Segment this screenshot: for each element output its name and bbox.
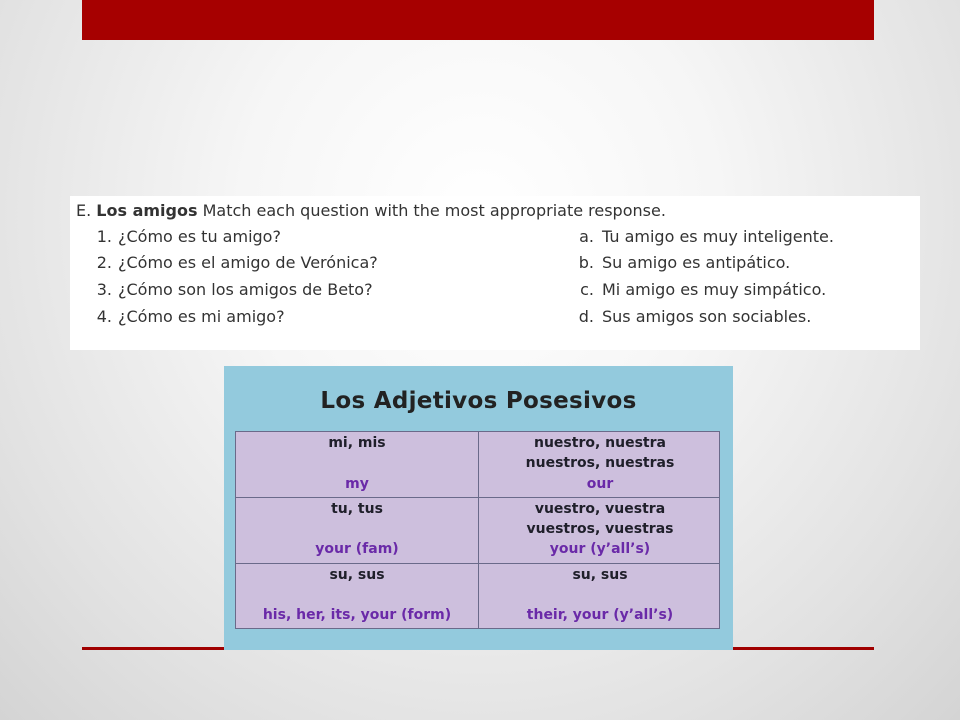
- exercise-panel: [70, 196, 920, 350]
- question-text: ¿Cómo es mi amigo?: [118, 307, 285, 326]
- cell-meaning: our: [586, 476, 614, 492]
- question-item: [88, 253, 378, 272]
- cell-forms: mi, mis: [328, 435, 386, 451]
- question-item: [88, 280, 373, 299]
- cell-meaning: his, her, its, your (form): [262, 607, 452, 623]
- card-title: Los Adjetivos Posesivos: [320, 388, 637, 414]
- answer-text: Tu amigo es muy inteligente.: [602, 227, 834, 246]
- cell-meaning: their, your (y’all’s): [526, 607, 674, 623]
- possessive-adjectives-card: [224, 366, 733, 650]
- cell-forms: tu, tus: [331, 501, 383, 517]
- answer-letter: d.: [578, 307, 594, 326]
- exercise-instruction: Match each question with the most appropriate response.: [202, 201, 666, 220]
- possessives-table: [235, 431, 720, 629]
- cell-forms: nuestros, nuestras: [525, 455, 675, 471]
- answer-text: Mi amigo es muy simpático.: [602, 280, 827, 299]
- exercise-letter: E.: [76, 201, 92, 220]
- cell-forms: vuestro, vuestra: [534, 501, 666, 517]
- slide-top-accent-bar: [82, 0, 874, 40]
- answer-item: [574, 280, 826, 299]
- answer-text: Su amigo es antipático.: [602, 253, 791, 272]
- exercise-title: Los amigos: [96, 201, 198, 220]
- cell-meaning: your (y’all’s): [549, 541, 651, 557]
- answer-item: [574, 227, 834, 246]
- cell-meaning: your (fam): [315, 541, 399, 557]
- table-cell-plural-second-person: [479, 498, 721, 563]
- answer-letter: a.: [579, 227, 594, 246]
- table-cell-plural-third-person: [479, 564, 721, 628]
- question-item: [88, 227, 281, 246]
- cell-forms: nuestro, nuestra: [534, 435, 666, 451]
- cell-forms: su, sus: [572, 567, 628, 583]
- question-number: 1.: [96, 227, 112, 246]
- cell-meaning: my: [345, 476, 369, 492]
- question-text: ¿Cómo son los amigos de Beto?: [118, 280, 373, 299]
- answer-text: Sus amigos son sociables.: [602, 307, 812, 326]
- table-cell-singular-second-person: [236, 498, 478, 563]
- exercise-heading: [76, 201, 666, 220]
- answer-item: [574, 253, 790, 272]
- table-cell-singular-first-person: [236, 432, 478, 497]
- table-cell-singular-third-person: [236, 564, 478, 628]
- question-text: ¿Cómo es tu amigo?: [118, 227, 281, 246]
- question-number: 4.: [96, 307, 112, 326]
- table-cell-plural-first-person: [479, 432, 721, 497]
- question-number: 2.: [96, 253, 112, 272]
- answer-letter: c.: [580, 280, 594, 299]
- question-item: [88, 307, 285, 326]
- question-number: 3.: [96, 280, 112, 299]
- answer-item: [574, 307, 811, 326]
- question-text: ¿Cómo es el amigo de Verónica?: [118, 253, 378, 272]
- cell-forms: su, sus: [329, 567, 385, 583]
- answer-letter: b.: [578, 253, 594, 272]
- cell-forms: vuestros, vuestras: [526, 521, 674, 537]
